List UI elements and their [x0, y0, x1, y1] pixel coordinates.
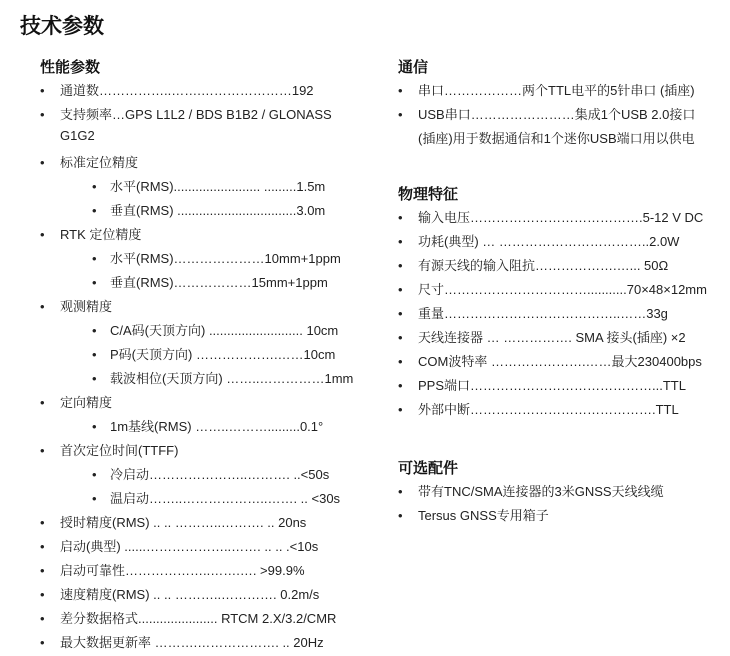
spec-com-baud: • COM波特率 ………………….……最大230400bps [398, 354, 702, 369]
spec-weight: • 重量…………………………………..……33g [398, 306, 668, 321]
comm-heading: 通信 [398, 59, 429, 76]
spec-baseline: • 1m基线(RMS) ……..……….........0.1° [92, 419, 324, 434]
spec-heading-accuracy: • 定向精度 [40, 395, 113, 410]
spec-diff-format: • 差分数据格式...................... RTCM 2.X/3.2/CMR [40, 611, 337, 626]
spec-rtk-horizontal: • 水平(RMS)…………………10mm+1ppm [92, 251, 341, 266]
spec-warm-start: • 温启动……..………………..……. .. <30s [92, 491, 341, 506]
accessory-antenna-cable: • 带有TNC/SMA连接器的3米GNSS天线线缆 [398, 484, 664, 499]
spec-antenna-impedance: • 有源天线的输入阻抗……………….…... 50Ω [398, 258, 669, 273]
spec-carrier-phase: • 载波相位(天顶方向) ……..……………1mm [92, 371, 354, 386]
spec-update-rate: • 最大数据更新率 ……….………………. .. 20Hz [40, 635, 324, 650]
accessory-case: • Tersus GNSS专用箱子 [398, 508, 549, 523]
page-title: 技术参数 [20, 15, 104, 38]
spec-rtk-accuracy: • RTK 定位精度 [40, 227, 142, 242]
spec-standard-horizontal: • 水平(RMS)........................ .........1.5m [92, 179, 326, 194]
spec-timing-accuracy: • 授时精度(RMS) .. .. ………..………. .. 20ns [40, 515, 307, 530]
spec-p-code: • P码(天顶方向) ……………….……10cm [92, 347, 336, 362]
spec-cold-start: • 冷启动…………………..………. ..<50s [92, 467, 330, 482]
spec-frequencies-cont: G1G2 [60, 128, 95, 143]
spec-startup: • 启动(典型) ......………………..……. .. .. .<10s [40, 539, 319, 554]
spec-antenna-connector: • 天线连接器 … ……………. SMA 接头(插座) ×2 [398, 330, 686, 345]
performance-heading: 性能参数 [40, 59, 101, 76]
spec-serial-port: • 串口………………两个TTL电平的5针串口 (插座) [398, 83, 695, 98]
spec-external-interrupt: • 外部中断…………………………………….TTL [398, 402, 679, 417]
spec-standard-accuracy: • 标准定位精度 [40, 155, 139, 170]
spec-ttff: • 首次定位时间(TTFF) [40, 443, 179, 458]
spec-observation-accuracy: • 观测精度 [40, 299, 113, 314]
spec-frequencies: • 支持频率…GPS L1L2 / BDS B1B2 / GLONASS [40, 107, 332, 122]
spec-channels: • 通道数……………..…….…………………192 [40, 83, 314, 98]
spec-input-voltage: • 输入电压………………………………….5-12 V DC [398, 210, 704, 225]
accessories-heading: 可选配件 [398, 460, 459, 477]
spec-velocity-accuracy: • 速度精度(RMS) .. .. ………..…………. 0.2m/s [40, 587, 320, 602]
spec-pps-port: • PPS端口……………………………………...TTL [398, 378, 686, 393]
spec-usb-port: • USB串口……………………集成1个USB 2.0接口 [398, 107, 696, 122]
spec-rtk-vertical: • 垂直(RMS)………………15mm+1ppm [92, 275, 328, 290]
spec-ca-code: • C/A码(天顶方向) .......................... 10cm [92, 323, 339, 338]
spec-dimensions: • 尺寸……………………………...........70×48×12mm [398, 282, 707, 297]
spec-standard-vertical: • 垂直(RMS) .................................3.0m [92, 203, 326, 218]
spec-power: • 功耗(典型) … ……………………………..2.0W [398, 234, 680, 249]
spec-usb-port-cont: (插座)用于数据通信和1个迷你USB端口用以供电 [418, 131, 695, 146]
spec-startup-reliability: • 启动可靠性………………..…….…. >99.9% [40, 563, 305, 578]
physical-heading: 物理特征 [398, 186, 459, 203]
